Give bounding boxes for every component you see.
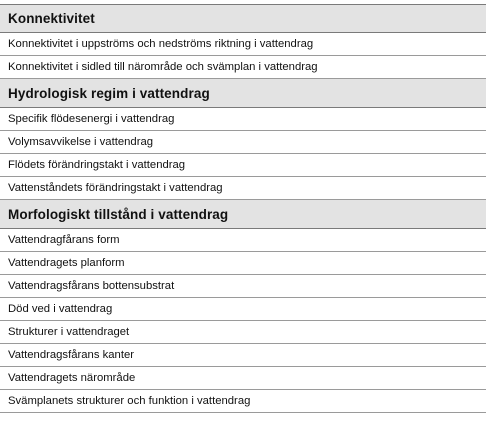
table-row: Vattendragets närområde: [0, 367, 486, 390]
table-row: Svämplanets strukturer och funktion i vattendrag: [0, 390, 486, 413]
section-header-morfologiskt-tillstand: Morfologiskt tillstånd i vattendrag: [0, 200, 486, 229]
table-row: Volymsavvikelse i vattendrag: [0, 131, 486, 154]
table-row: Död ved i vattendrag: [0, 298, 486, 321]
table-row: Konnektivitet i sidled till närområde och svämplan i vattendrag: [0, 56, 486, 79]
table-row: Flödets förändringstakt i vattendrag: [0, 154, 486, 177]
table-row: Vattenståndets förändringstakt i vattendrag: [0, 177, 486, 200]
quality-factors-table: [0, 4, 486, 413]
table-row: Vattendragsfårans kanter: [0, 344, 486, 367]
table-row: Strukturer i vattendraget: [0, 321, 486, 344]
section-header-hydrologisk-regim: Hydrologisk regim i vattendrag: [0, 79, 486, 108]
table-row: Vattendragfårans form: [0, 229, 486, 252]
table-row: Konnektivitet i uppströms och nedströms riktning i vattendrag: [0, 33, 486, 56]
table-row: Vattendragsfårans bottensubstrat: [0, 275, 486, 298]
section-header-konnektivitet: Konnektivitet: [0, 5, 486, 33]
table-row: Vattendragets planform: [0, 252, 486, 275]
table-row: Specifik flödesenergi i vattendrag: [0, 108, 486, 131]
